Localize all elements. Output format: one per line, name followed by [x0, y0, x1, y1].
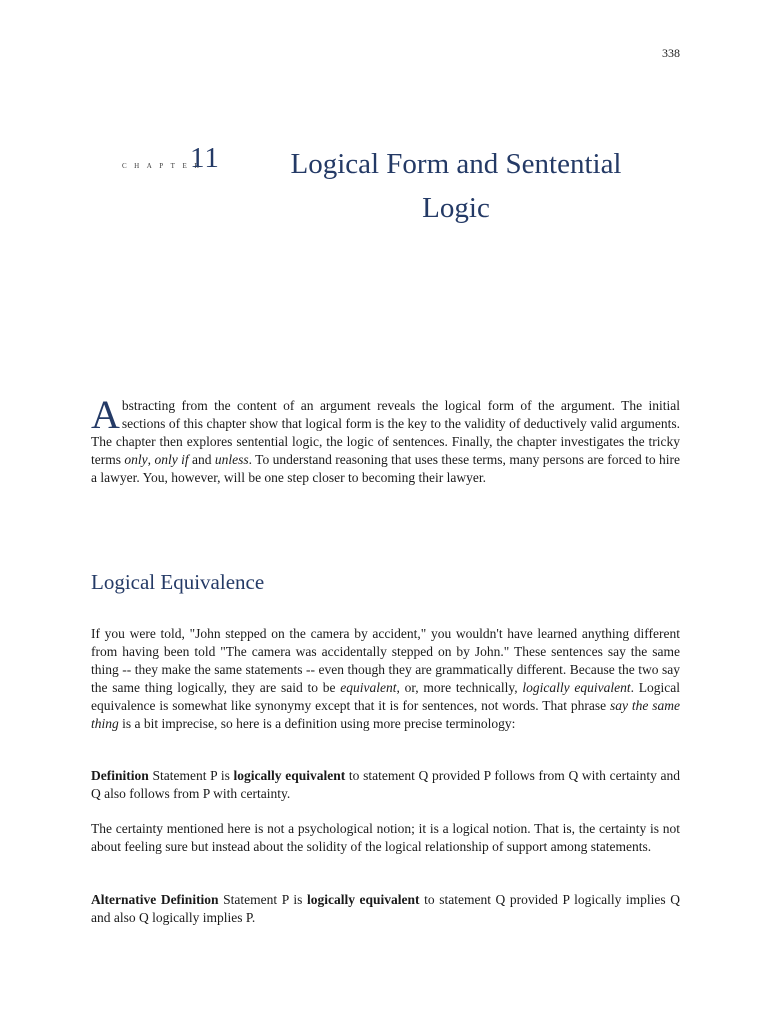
section-heading: Logical Equivalence — [91, 570, 265, 594]
chapter-number: 11 — [190, 142, 220, 174]
intro-text: bstracting from the content of an argument reveals the logical form of the argument. The initial sections of this chapter show that logical form is the key to the validity of deductively valid arguments. The chapter then explores sentential logic, the logic of sentences. Finally, the chapter investigates the tricky terms — [91, 398, 680, 467]
paragraph — [91, 625, 680, 733]
drop-cap: A — [91, 392, 120, 437]
definition-term: logically equivalent — [306, 892, 420, 907]
alternative-definition-label: Alternative Definition — [91, 892, 219, 907]
term-equivalent: equivalent — [340, 680, 397, 695]
alternative-definition-paragraph — [91, 891, 680, 927]
intro-paragraph — [91, 392, 681, 487]
paragraph-text: Statement P is — [148, 768, 234, 783]
definition-term: logically equivalent — [233, 768, 346, 783]
chapter-label: CHAPTER — [122, 162, 207, 170]
chapter-title: Logical Form and Sentential Logic — [290, 148, 622, 224]
paragraph-text: is a bit imprecise, so here is a definition using more precise terminology: — [118, 716, 516, 731]
term-only: only — [124, 452, 148, 467]
paragraph-text: , or, more technically, — [396, 680, 523, 695]
definition-label: Definition — [91, 768, 149, 783]
paragraph: The certainty mentioned here is not a psychological notion; it is a logical notion. That is, the certainty is not about feeling sure but instead about the solidity of the logical relationship of support among statements. — [91, 821, 680, 854]
definition-paragraph — [91, 767, 680, 803]
paragraph-text: to statement Q provided P follows from Q with certainty and Q also follows from P with certainty. — [91, 768, 681, 801]
paragraph-text: . Logical equivalence is somewhat like synonymy except that it is for sentences, not words. That phrase — [91, 680, 681, 713]
intro-separator: and — [188, 452, 215, 467]
paragraph-text: If you were told, "John stepped on the camera by accident," you wouldn't have learned anything different from having been told "The camera was accidentally stepped on by John." These sentences say the same thing -- they make the same statements -- even though they are grammatically different. Because the two say the same thing logically, they are said to be — [91, 626, 680, 695]
term-logically-equivalent: logically equivalent — [522, 680, 631, 695]
paragraph-text: Statement P is — [218, 892, 307, 907]
intro-text: . To understand reasoning that uses these terms, many persons are forced to hire a lawyer. You, however, will be one step closer to becoming their lawyer. — [91, 452, 681, 485]
term-unless: unless — [214, 452, 249, 467]
term-say-same-thing: say the same thing — [91, 698, 681, 731]
intro-separator: , — [147, 452, 155, 467]
term-only-if: only if — [154, 452, 189, 467]
paragraph-text: to statement Q provided P logically implies Q and also Q logically implies P. — [91, 892, 681, 925]
page-number: 338 — [662, 46, 680, 60]
